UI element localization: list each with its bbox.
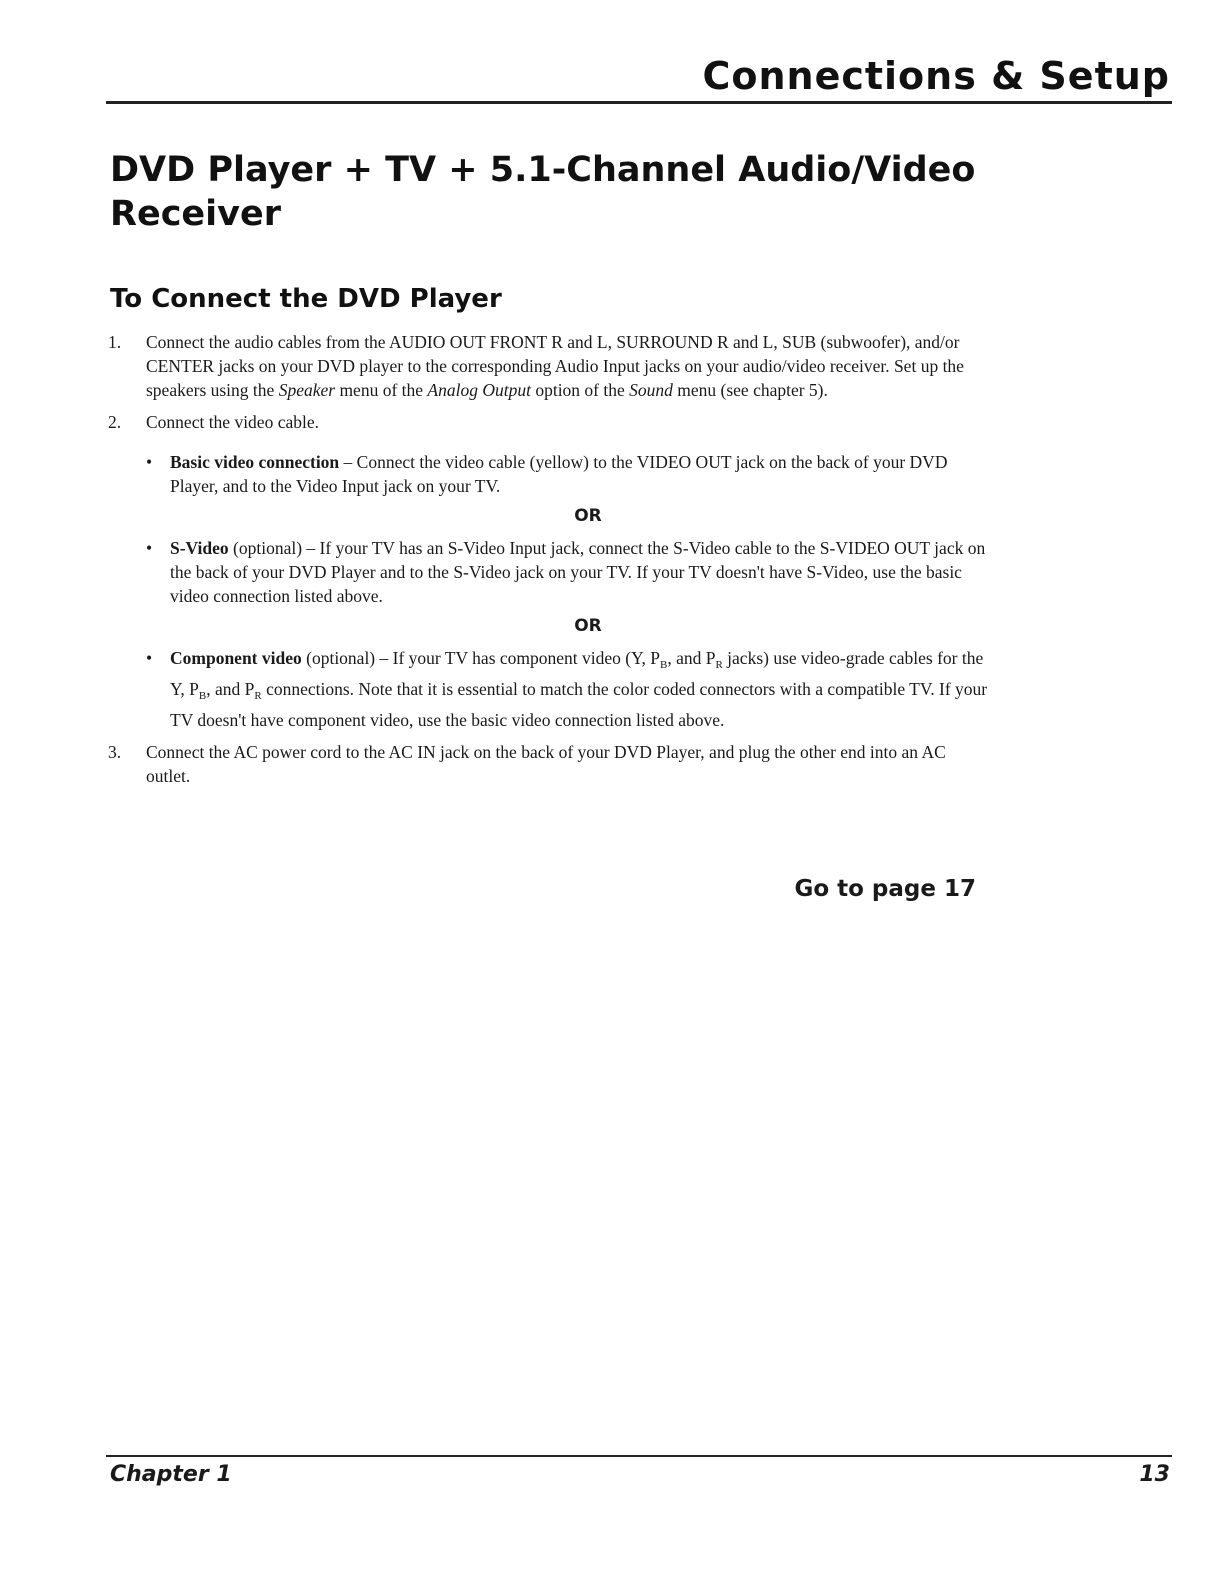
step-1 — [108, 330, 988, 402]
step-2 — [108, 410, 988, 434]
or-separator: OR — [574, 506, 602, 526]
header-rule — [106, 101, 1172, 104]
step-3 — [108, 740, 988, 788]
step-text: menu (see chapter 5). — [672, 380, 828, 400]
bullet-text: connections. Note that it is essential to match the color coded connectors with a compatible TV. If your TV doesn't have component video, use the basic video connection listed above. — [170, 679, 988, 730]
step-text: menu of the — [335, 380, 428, 400]
footer-chapter: Chapter 1 — [110, 1462, 232, 1487]
footer-rule — [106, 1455, 1172, 1457]
bullet-s-video — [108, 536, 988, 608]
step-number: 1. — [108, 332, 122, 352]
step-text: Connect the audio cables from the AUDIO OUT FRONT R and L, SURROUND R and L, SUB (subwoofer), and/or CENTER jacks on your DVD player to the corresponding Audio Input jacks on your audio/video receiver. Set up the speakers using the — [146, 332, 964, 400]
go-to-page-link[interactable]: Go to page 17 — [794, 876, 976, 902]
bullet-basic-video — [108, 450, 988, 498]
bullet-component-video — [108, 646, 988, 732]
bullet-dot: • — [146, 538, 153, 558]
bullet-text: (optional) – If your TV has an S-Video Input jack, connect the S-Video cable to the S-VIDEO OUT jack on the back of your DVD Player and to the S-Video jack on your TV. If your TV doesn't have S-Video, use the basic video connection listed above. — [170, 538, 986, 606]
header-title: Connections & Setup — [702, 54, 1170, 98]
subscript-r: R — [715, 659, 723, 671]
instructions — [108, 330, 988, 788]
step-number: 3. — [108, 742, 122, 762]
step-number: 2. — [108, 412, 122, 432]
bullet-term: Component video — [170, 648, 302, 668]
bullet-dot: • — [146, 452, 153, 472]
subscript-b: B — [198, 690, 207, 702]
sound-menu-ref: Sound — [629, 380, 673, 400]
footer-page-number: 13 — [1139, 1462, 1170, 1487]
step-text: Connect the AC power cord to the AC IN jack on the back of your DVD Player, and plug the other end into an AC outlet. — [146, 742, 946, 786]
analog-output-ref: Analog Output — [427, 380, 531, 400]
subscript-r: R — [254, 690, 262, 702]
step-text: option of the — [530, 380, 630, 400]
subscript-b: B — [659, 659, 668, 671]
bullet-text: jacks) use video-grade cables for the Y, P — [170, 648, 984, 699]
section-heading: To Connect the DVD Player — [110, 284, 502, 314]
bullet-text: (optional) – If your TV has component video (Y, P — [301, 648, 660, 668]
step-text: Connect the video cable. — [146, 412, 319, 432]
bullet-text: , and P — [206, 679, 255, 699]
bullet-text: , and P — [667, 648, 716, 668]
page-title: DVD Player + TV + 5.1-Channel Audio/Video Receiver — [110, 150, 976, 234]
or-separator: OR — [574, 616, 602, 636]
bullet-text: – Connect the video cable (yellow) to the VIDEO OUT jack on the back of your DVD Player, and to the Video Input jack on your TV. — [170, 452, 948, 496]
bullet-term: S-Video — [170, 538, 229, 558]
bullet-term: Basic video connection — [170, 452, 340, 472]
speaker-menu-ref: Speaker — [278, 380, 336, 400]
bullet-dot: • — [146, 648, 153, 668]
